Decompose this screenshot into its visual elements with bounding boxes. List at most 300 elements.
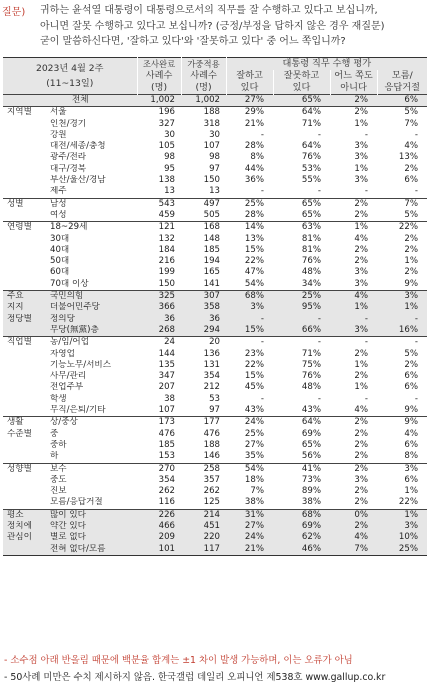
cell-neither: 2% (354, 244, 369, 255)
row-label: 강원 (50, 129, 67, 140)
row-label: 30대 (50, 233, 70, 244)
cell-n: 366 (137, 302, 181, 313)
cell-n: 270 (137, 463, 181, 475)
cell-n: 101 (137, 544, 181, 556)
question-line: 굳이 말씀하신다면, '잘하고 있다'와 '잘못하고 있다' 중 어느 쪽입니까? (40, 36, 346, 47)
header-dates: (11~13일) (46, 78, 94, 89)
row-group-label (3, 152, 46, 163)
cell-n: 476 (158, 428, 176, 439)
cell-good: 38% (244, 497, 265, 508)
cell-w: 150 (203, 175, 221, 186)
cell-w: 220 (181, 532, 226, 543)
cell-w: 177 (181, 417, 226, 429)
cell-good: 28% (244, 209, 265, 220)
cell-n: 153 (158, 451, 176, 462)
table-row (3, 382, 427, 393)
row-label: 모름/응답거절 (50, 497, 103, 508)
cell-w: 53 (209, 393, 221, 404)
cell-dk: 6% (404, 382, 419, 393)
cell-n: 36 (137, 314, 181, 325)
row-group-label (3, 405, 46, 417)
row-group-label (3, 245, 46, 256)
row-label: 농/임/어업 (46, 337, 137, 349)
cell-n: 24 (137, 337, 181, 349)
cell-dk: 6% (377, 95, 427, 107)
cell-w: 97 (209, 163, 221, 174)
cell-bad: 55% (301, 175, 322, 186)
cell-n: 459 (158, 209, 176, 220)
row-label: 약간 있다 (46, 521, 137, 532)
cell-dk: 5% (404, 209, 419, 220)
total-row (3, 95, 427, 107)
cell-bad: 65% (301, 209, 322, 220)
cell-bad: 69% (301, 428, 322, 439)
row-label: 여성 (50, 209, 67, 220)
footnotes (4, 652, 385, 686)
cell-neither: 1% (330, 302, 377, 313)
header-bad: 잘못하고 (273, 70, 330, 82)
table-row (3, 152, 427, 163)
table-row (3, 521, 427, 532)
table-body (3, 95, 427, 556)
cell-bad: 76% (301, 371, 322, 382)
cell-good: 27% (226, 95, 273, 107)
header-bad-2: 있다 (273, 82, 330, 95)
cell-n: 543 (137, 198, 181, 210)
header-period: 2023년 4월 2주 (35, 63, 104, 74)
table-row (3, 417, 427, 429)
table-row (3, 475, 427, 486)
question-line: 아니면 잘못 수행하고 있다고 보십니까? (긍정/부정을 답하지 않은 경우 재질문) (40, 20, 385, 32)
row-group-label: 수준별 (7, 428, 32, 439)
cell-w: 148 (203, 233, 221, 244)
cell-good: 54% (226, 463, 273, 475)
cell-w: 318 (203, 118, 221, 129)
cell-n: 327 (158, 118, 176, 129)
table-header (3, 58, 427, 95)
cell-good: 21% (244, 118, 265, 129)
table-row (3, 429, 427, 440)
cell-n: 466 (137, 521, 181, 532)
cell-good: 43% (244, 405, 265, 416)
table-row (3, 107, 427, 119)
cell-w: 146 (203, 451, 221, 462)
cell-good: 15% (226, 325, 273, 337)
cell-w: 165 (203, 267, 221, 278)
row-label: 정의당 (46, 314, 137, 325)
row-label: 국민의힘 (46, 291, 137, 303)
row-label: 남성 (46, 198, 137, 210)
cell-bad: 68% (273, 509, 330, 521)
cell-w: 357 (203, 474, 221, 485)
cell-n: 268 (137, 325, 181, 337)
cell-n: 107 (158, 405, 176, 416)
cell-good: 47% (244, 267, 265, 278)
header-weight-unit: (명) (181, 82, 226, 95)
cell-dk: 3% (377, 463, 427, 475)
cell-neither: 3% (354, 152, 369, 163)
row-label: 부산/울산/경남 (50, 175, 106, 186)
cell-n: 150 (158, 278, 176, 289)
header-neither: 어느 쪽도 (330, 70, 377, 82)
row-group-label (3, 451, 46, 463)
cell-dk: 2% (404, 163, 419, 174)
cell-neither: 0% (330, 509, 377, 521)
row-group-label: 정당별 (3, 314, 46, 325)
table-row (3, 371, 427, 382)
cell-w: 20 (181, 337, 226, 349)
cell-neither: 1% (354, 382, 369, 393)
cell-dk: 13% (398, 152, 419, 163)
cell-w: 451 (181, 521, 226, 532)
cell-bad: 62% (273, 532, 330, 543)
table-row (3, 222, 427, 234)
cell-good: 25% (226, 198, 273, 210)
table-row (3, 234, 427, 245)
header-sample-unit: (명) (137, 82, 181, 95)
cell-dk: - (414, 186, 419, 197)
cell-w: 168 (181, 222, 226, 234)
cell-bad: - (273, 314, 330, 325)
cell-w: 107 (203, 141, 221, 152)
cell-good: 24% (226, 532, 273, 543)
cell-n: 354 (158, 474, 176, 485)
cell-w: 1,002 (181, 95, 226, 107)
row-group-label (3, 267, 46, 278)
table-row (3, 360, 427, 371)
table-row (3, 497, 427, 509)
cell-w: 98 (209, 152, 221, 163)
row-label: 전업주부 (50, 382, 84, 393)
cell-n: 209 (137, 532, 181, 543)
cell-neither: 2% (354, 371, 369, 382)
cell-good: - (260, 393, 265, 404)
table-row (3, 394, 427, 405)
cell-bad: 65% (301, 439, 322, 450)
cell-neither: - (364, 186, 369, 197)
row-group-label (3, 360, 46, 371)
cell-good: 28% (244, 141, 265, 152)
row-label: 보수 (46, 463, 137, 475)
cell-dk: 6% (404, 474, 419, 485)
cell-neither: 1% (330, 222, 377, 234)
row-group-label (3, 141, 46, 152)
cell-bad: 66% (273, 325, 330, 337)
cell-bad: 69% (273, 521, 330, 532)
table-row (3, 175, 427, 186)
cell-bad: 71% (301, 118, 322, 129)
cell-bad: 46% (273, 544, 330, 556)
cell-n: 98 (164, 152, 176, 163)
cell-good: 21% (226, 544, 273, 556)
cell-neither: 2% (354, 451, 369, 462)
cell-good: 14% (226, 222, 273, 234)
cell-dk: 2% (404, 244, 419, 255)
cell-good: 22% (244, 359, 265, 370)
cell-n: 347 (158, 371, 176, 382)
row-group-label: 정치에 (3, 521, 46, 532)
cell-bad: 48% (301, 267, 322, 278)
cell-good: - (260, 186, 265, 197)
cell-bad: - (317, 129, 322, 140)
table-row (3, 302, 427, 313)
cell-neither: 2% (354, 209, 369, 220)
cell-n: 173 (137, 417, 181, 429)
cell-neither: 2% (354, 348, 369, 359)
table-row (3, 291, 427, 303)
table-row (3, 186, 427, 198)
cell-dk: 9% (404, 405, 419, 416)
cell-dk: 4% (404, 141, 419, 152)
cell-bad: 43% (301, 405, 322, 416)
cell-bad: - (317, 186, 322, 197)
cell-bad: 73% (301, 474, 322, 485)
cell-w: 358 (181, 302, 226, 313)
row-group-label: 지역별 (3, 107, 46, 119)
cell-neither: - (330, 337, 377, 349)
cell-w: 307 (181, 291, 226, 303)
row-group-label: 지지 (3, 302, 46, 313)
table-row (3, 544, 427, 556)
cell-w: 214 (181, 509, 226, 521)
cell-n: 38 (164, 393, 176, 404)
cell-n: 325 (137, 291, 181, 303)
cell-bad: 89% (301, 486, 322, 497)
row-label: 무직/은퇴/기타 (50, 405, 106, 416)
cell-dk: 22% (377, 222, 427, 234)
row-label: 더불어민주당 (46, 302, 137, 313)
table-row (3, 245, 427, 256)
cell-w: 505 (203, 209, 221, 220)
cell-bad: 95% (273, 302, 330, 313)
cell-dk: 1% (404, 256, 419, 267)
cell-n: 105 (158, 141, 176, 152)
row-group-label: 관심이 (3, 532, 46, 543)
cell-w: 30 (209, 129, 221, 140)
cell-good: 27% (226, 521, 273, 532)
row-group-label: 성별 (3, 198, 46, 210)
cell-good: 13% (244, 233, 265, 244)
cell-dk: - (414, 129, 419, 140)
cell-good: 31% (226, 509, 273, 521)
cell-good: 18% (244, 474, 265, 485)
table-row (3, 451, 427, 463)
cell-neither: 2% (330, 198, 377, 210)
cell-w: 141 (203, 278, 221, 289)
cell-bad: 76% (301, 256, 322, 267)
cell-dk: 1% (404, 486, 419, 497)
cell-neither: 4% (354, 405, 369, 416)
cell-neither: 3% (354, 141, 369, 152)
cell-good: 45% (244, 382, 265, 393)
table-row (3, 164, 427, 175)
cell-bad: 81% (301, 244, 322, 255)
cell-neither: 4% (354, 233, 369, 244)
cell-dk: 1% (377, 509, 427, 521)
row-label: 인천/경기 (50, 118, 87, 129)
row-group-label (3, 119, 46, 130)
cell-bad: 34% (301, 278, 322, 289)
cell-good: 44% (244, 163, 265, 174)
cell-bad: - (317, 393, 322, 404)
cell-bad: - (273, 337, 330, 349)
header-eval-group: 대통령 직무 수행 평가 (226, 58, 427, 71)
table-row (3, 210, 427, 222)
row-label: 사무/관리 (50, 371, 87, 382)
cell-good: 8% (250, 152, 265, 163)
row-group-label (3, 497, 46, 509)
cell-bad: 48% (301, 382, 322, 393)
cell-dk: - (377, 314, 427, 325)
row-label: 별로 없다 (46, 532, 137, 543)
cell-dk: 25% (377, 544, 427, 556)
row-group-label (3, 544, 46, 556)
header-neither-2: 아니다 (330, 82, 377, 95)
cell-neither: 1% (354, 118, 369, 129)
cell-w: 194 (203, 256, 221, 267)
row-label: 무당(無黨)층 (46, 325, 137, 337)
cell-dk: 2% (404, 359, 419, 370)
cell-good: 54% (244, 278, 265, 289)
table-row (3, 532, 427, 543)
row-group-label (3, 440, 46, 451)
cell-n: 138 (158, 175, 176, 186)
row-group-label: 생활 (3, 417, 46, 429)
table-row (3, 279, 427, 291)
cell-w: 188 (181, 107, 226, 119)
header-weight: 사례수 (181, 70, 226, 82)
cell-bad: 76% (301, 152, 322, 163)
question-text (40, 3, 425, 50)
cell-bad: 71% (301, 348, 322, 359)
table-row (3, 349, 427, 360)
question-block (0, 0, 430, 56)
cell-w: 476 (203, 428, 221, 439)
cell-w: 125 (203, 497, 221, 508)
cell-dk: 9% (377, 417, 427, 429)
cell-neither: 3% (354, 175, 369, 186)
cell-neither: 2% (330, 417, 377, 429)
cell-good: 27% (244, 439, 265, 450)
cell-good: 23% (244, 348, 265, 359)
cell-neither: 3% (354, 474, 369, 485)
table-row (3, 440, 427, 451)
cell-n: 144 (158, 348, 176, 359)
cell-neither: 2% (354, 497, 369, 508)
cell-neither: 2% (354, 439, 369, 450)
cell-bad: 64% (301, 141, 322, 152)
table-row (3, 119, 427, 130)
cell-good: 36% (244, 175, 265, 186)
cell-neither: 2% (330, 521, 377, 532)
cell-neither: 2% (354, 486, 369, 497)
row-label: 70대 이상 (50, 278, 89, 289)
cell-dk: 2% (404, 233, 419, 244)
cell-w: 497 (181, 198, 226, 210)
cell-w: 294 (181, 325, 226, 337)
row-group-label (3, 95, 46, 107)
cell-good: 7% (250, 486, 265, 497)
cell-dk: 8% (404, 451, 419, 462)
header-dk-2: 응답거절 (377, 82, 427, 95)
cell-neither: 3% (330, 325, 377, 337)
cell-good: 29% (226, 107, 273, 119)
cell-neither: - (364, 393, 369, 404)
cell-neither: - (330, 314, 377, 325)
cell-good: 22% (244, 256, 265, 267)
cell-n: 184 (158, 244, 176, 255)
cell-n: 30 (164, 129, 176, 140)
cell-n: 116 (158, 497, 176, 508)
cell-neither: 2% (330, 95, 377, 107)
cell-n: 95 (164, 163, 176, 174)
footnote-sample-source: - 50사례 미만은 수치 제시하지 않음. 한국갤럽 데일리 오피니언 제538호 www.gallup.co.kr (4, 672, 386, 683)
cell-n: 226 (137, 509, 181, 521)
cell-w: 262 (203, 486, 221, 497)
row-group-label (3, 164, 46, 175)
row-label: 18~29세 (46, 222, 137, 234)
row-label: 학생 (50, 393, 67, 404)
row-label: 전혀 없다/모름 (46, 544, 137, 556)
cell-dk: 16% (377, 325, 427, 337)
header-good: 잘하고 (226, 70, 273, 82)
cell-good: 25% (244, 428, 265, 439)
table-row (3, 141, 427, 152)
row-label: 상/중상 (46, 417, 137, 429)
cell-good: - (226, 337, 273, 349)
survey-table (3, 57, 427, 556)
row-label: 중도 (50, 474, 67, 485)
row-group-label (3, 371, 46, 382)
table-bottom-rule (3, 555, 427, 556)
cell-dk: - (377, 337, 427, 349)
cell-neither: 4% (330, 291, 377, 303)
header-sample-group: 조사완료 (137, 58, 181, 71)
cell-w: 185 (203, 244, 221, 255)
row-label: 서울 (46, 107, 137, 119)
cell-good: 15% (244, 244, 265, 255)
table-row (3, 267, 427, 278)
cell-bad: 64% (273, 417, 330, 429)
cell-n: 132 (158, 233, 176, 244)
cell-bad: 81% (301, 233, 322, 244)
table-row (3, 256, 427, 267)
row-label: 대구/경북 (50, 163, 87, 174)
row-label: 제주 (50, 186, 67, 197)
row-group-label (3, 186, 46, 198)
cell-bad: 64% (273, 107, 330, 119)
cell-bad: 53% (301, 163, 322, 174)
cell-bad: 75% (301, 359, 322, 370)
row-label: 진보 (50, 486, 67, 497)
cell-good: 3% (226, 302, 273, 313)
cell-n: 135 (158, 359, 176, 370)
header-good-2: 있다 (226, 82, 273, 95)
row-label: 60대 (50, 267, 70, 278)
header-sample: 사례수 (137, 70, 181, 82)
row-group-label (3, 130, 46, 141)
cell-neither: 3% (354, 267, 369, 278)
cell-dk: 3% (377, 291, 427, 303)
row-label: 50대 (50, 256, 70, 267)
cell-n: 262 (158, 486, 176, 497)
row-group-label (3, 210, 46, 222)
cell-n: 216 (158, 256, 176, 267)
cell-neither: 2% (354, 256, 369, 267)
row-group-label: 주요 (3, 291, 46, 303)
row-group-label (3, 279, 46, 291)
cell-dk: 6% (404, 439, 419, 450)
